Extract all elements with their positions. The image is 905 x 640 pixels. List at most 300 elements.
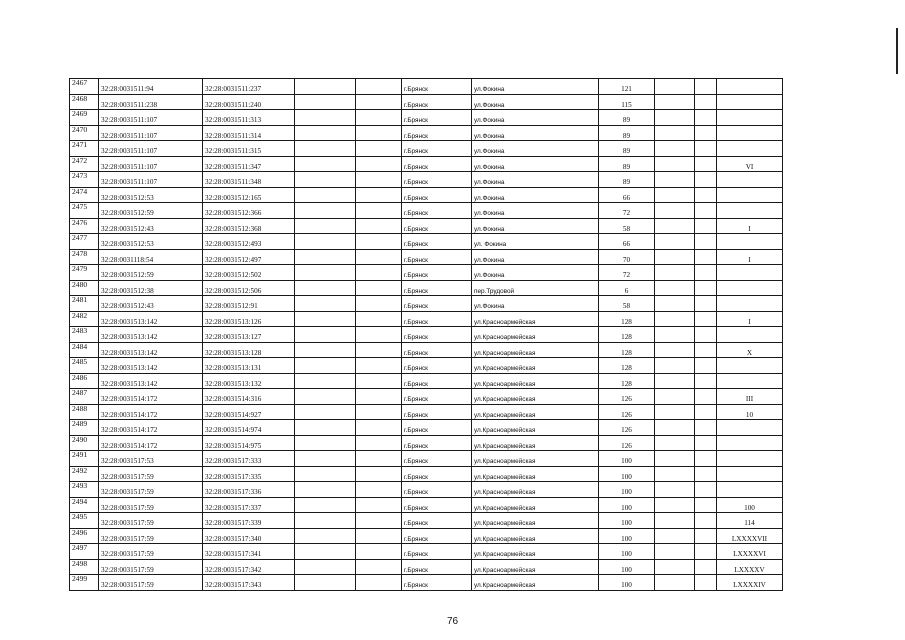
street-cell: ул.Фокина	[472, 218, 599, 234]
empty-cell	[655, 265, 695, 281]
row-number: 2494	[70, 497, 99, 513]
empty-cell	[695, 373, 717, 389]
cadastral-number-parcel: 32:28:0031512:59	[99, 203, 203, 219]
house-number-cell: 89	[599, 156, 655, 172]
premise-number-cell	[717, 420, 783, 436]
empty-cell	[695, 172, 717, 188]
cadastral-number-parcel: 32:28:0031517:59	[99, 482, 203, 498]
empty-cell	[655, 466, 695, 482]
empty-cell	[356, 156, 402, 172]
premise-number-cell: LXXXXV	[717, 559, 783, 575]
city-cell: г.Брянск	[402, 513, 472, 529]
cadastral-number-object: 32:28:0031512:91	[203, 296, 295, 312]
premise-number-cell: I	[717, 218, 783, 234]
empty-cell	[695, 482, 717, 498]
street-cell: ул.Фокина	[472, 296, 599, 312]
cadastral-number-object: 32:28:0031514:316	[203, 389, 295, 405]
city-cell: г.Брянск	[402, 404, 472, 420]
table-row	[70, 327, 783, 343]
house-number-cell: 100	[599, 559, 655, 575]
street-cell: ул.Красноармейская	[472, 559, 599, 575]
premise-number-cell: LXXXXVI	[717, 544, 783, 560]
premise-number-cell: LXXXXIV	[717, 575, 783, 591]
house-number-cell: 58	[599, 296, 655, 312]
cadastral-number-parcel: 32:28:0031513:142	[99, 311, 203, 327]
premise-number-cell: 100	[717, 497, 783, 513]
table-row	[70, 358, 783, 374]
empty-cell	[655, 404, 695, 420]
cadastral-number-object: 32:28:0031514:974	[203, 420, 295, 436]
street-cell: ул.Красноармейская	[472, 482, 599, 498]
empty-cell	[356, 528, 402, 544]
table-row	[70, 420, 783, 436]
cadastral-number-object: 32:28:0031511:240	[203, 94, 295, 110]
city-cell: г.Брянск	[402, 172, 472, 188]
cadastral-number-parcel: 32:28:0031512:59	[99, 265, 203, 281]
cadastral-number-object: 32:28:0031512:493	[203, 234, 295, 250]
empty-cell	[655, 513, 695, 529]
empty-cell	[655, 218, 695, 234]
cadastral-number-object: 32:28:0031512:497	[203, 249, 295, 265]
empty-cell	[655, 327, 695, 343]
empty-cell	[655, 420, 695, 436]
city-cell: г.Брянск	[402, 187, 472, 203]
city-cell: г.Брянск	[402, 559, 472, 575]
cadastral-number-object: 32:28:0031517:340	[203, 528, 295, 544]
row-number: 2480	[70, 280, 99, 296]
city-cell: г.Брянск	[402, 79, 472, 95]
empty-cell	[695, 544, 717, 560]
empty-cell	[356, 311, 402, 327]
street-cell: ул.Фокина	[472, 156, 599, 172]
row-number: 2481	[70, 296, 99, 312]
empty-cell	[655, 358, 695, 374]
street-cell: ул.Красноармейская	[472, 358, 599, 374]
empty-cell	[655, 389, 695, 405]
city-cell: г.Брянск	[402, 451, 472, 467]
table-row	[70, 482, 783, 498]
cadastral-number-parcel: 32:28:0031512:43	[99, 218, 203, 234]
house-number-cell: 100	[599, 528, 655, 544]
cadastral-number-parcel: 32:28:0031517:59	[99, 528, 203, 544]
city-cell: г.Брянск	[402, 265, 472, 281]
cadastral-number-parcel: 32:28:0031514:172	[99, 420, 203, 436]
empty-cell	[356, 420, 402, 436]
row-number: 2493	[70, 482, 99, 498]
street-cell: ул.Красноармейская	[472, 435, 599, 451]
cadastral-number-object: 32:28:0031513:132	[203, 373, 295, 389]
empty-cell	[655, 451, 695, 467]
house-number-cell: 126	[599, 420, 655, 436]
city-cell: г.Брянск	[402, 110, 472, 126]
table-row	[70, 187, 783, 203]
house-number-cell: 128	[599, 311, 655, 327]
cadastral-number-object: 32:28:0031513:126	[203, 311, 295, 327]
table-row	[70, 249, 783, 265]
empty-cell	[295, 544, 356, 560]
register-sheet	[69, 78, 783, 591]
empty-cell	[655, 575, 695, 591]
street-cell: ул.Красноармейская	[472, 451, 599, 467]
city-cell: г.Брянск	[402, 389, 472, 405]
house-number-cell: 128	[599, 373, 655, 389]
empty-cell	[655, 203, 695, 219]
table-row	[70, 296, 783, 312]
city-cell: г.Брянск	[402, 218, 472, 234]
table-row	[70, 156, 783, 172]
cadastral-number-parcel: 32:28:0031517:59	[99, 513, 203, 529]
city-cell: г.Брянск	[402, 203, 472, 219]
cadastral-number-parcel: 32:28:0031511:107	[99, 125, 203, 141]
empty-cell	[356, 466, 402, 482]
row-number: 2477	[70, 234, 99, 250]
city-cell: г.Брянск	[402, 327, 472, 343]
empty-cell	[356, 358, 402, 374]
row-number: 2499	[70, 575, 99, 591]
empty-cell	[655, 280, 695, 296]
empty-cell	[295, 466, 356, 482]
empty-cell	[655, 94, 695, 110]
table-row	[70, 234, 783, 250]
table-row	[70, 172, 783, 188]
empty-cell	[695, 187, 717, 203]
city-cell: г.Брянск	[402, 141, 472, 157]
cadastral-number-object: 32:28:0031513:127	[203, 327, 295, 343]
premise-number-cell	[717, 203, 783, 219]
row-number: 2483	[70, 327, 99, 343]
empty-cell	[295, 203, 356, 219]
city-cell: г.Брянск	[402, 435, 472, 451]
empty-cell	[655, 435, 695, 451]
empty-cell	[295, 373, 356, 389]
table-row	[70, 559, 783, 575]
cadastral-number-parcel: 32:28:0031513:142	[99, 342, 203, 358]
row-number: 2472	[70, 156, 99, 172]
cadastral-number-parcel: 32:28:0031512:43	[99, 296, 203, 312]
row-number: 2487	[70, 389, 99, 405]
cadastral-number-parcel: 32:28:0031517:53	[99, 451, 203, 467]
street-cell: ул.Красноармейская	[472, 575, 599, 591]
empty-cell	[655, 559, 695, 575]
cadastral-number-parcel: 32:28:0031512:53	[99, 187, 203, 203]
table-row	[70, 342, 783, 358]
empty-cell	[655, 79, 695, 95]
house-number-cell: 89	[599, 125, 655, 141]
empty-cell	[356, 451, 402, 467]
row-number: 2484	[70, 342, 99, 358]
city-cell: г.Брянск	[402, 420, 472, 436]
street-cell: ул.Красноармейская	[472, 342, 599, 358]
empty-cell	[356, 544, 402, 560]
city-cell: г.Брянск	[402, 497, 472, 513]
row-number: 2490	[70, 435, 99, 451]
city-cell: г.Брянск	[402, 249, 472, 265]
house-number-cell: 70	[599, 249, 655, 265]
house-number-cell: 66	[599, 234, 655, 250]
street-cell: ул.Фокина	[472, 125, 599, 141]
cadastral-number-object: 32:28:0031512:366	[203, 203, 295, 219]
empty-cell	[295, 327, 356, 343]
empty-cell	[655, 234, 695, 250]
cadastral-number-parcel: 32:28:0031513:142	[99, 358, 203, 374]
street-cell: ул.Красноармейская	[472, 389, 599, 405]
street-cell: ул.Фокина	[472, 141, 599, 157]
empty-cell	[295, 497, 356, 513]
table-row	[70, 528, 783, 544]
empty-cell	[356, 435, 402, 451]
premise-number-cell	[717, 296, 783, 312]
empty-cell	[655, 544, 695, 560]
house-number-cell: 100	[599, 513, 655, 529]
premise-number-cell	[717, 172, 783, 188]
empty-cell	[356, 513, 402, 529]
row-number: 2482	[70, 311, 99, 327]
empty-cell	[295, 218, 356, 234]
cadastral-number-parcel: 32:28:0031511:107	[99, 156, 203, 172]
street-cell: пер.Трудовой	[472, 280, 599, 296]
table-row	[70, 466, 783, 482]
row-number: 2471	[70, 141, 99, 157]
empty-cell	[356, 559, 402, 575]
street-cell: ул.Красноармейская	[472, 544, 599, 560]
premise-number-cell	[717, 141, 783, 157]
premise-number-cell	[717, 187, 783, 203]
cadastral-number-parcel: 32:28:0031514:172	[99, 389, 203, 405]
house-number-cell: 100	[599, 575, 655, 591]
empty-cell	[655, 141, 695, 157]
city-cell: г.Брянск	[402, 234, 472, 250]
empty-cell	[655, 311, 695, 327]
empty-cell	[356, 249, 402, 265]
empty-cell	[655, 373, 695, 389]
street-cell: ул.Фокина	[472, 94, 599, 110]
empty-cell	[356, 110, 402, 126]
premise-number-cell	[717, 435, 783, 451]
cadastral-number-object: 32:28:0031512:368	[203, 218, 295, 234]
house-number-cell: 128	[599, 342, 655, 358]
row-number: 2497	[70, 544, 99, 560]
premise-number-cell: LXXXXVII	[717, 528, 783, 544]
empty-cell	[695, 420, 717, 436]
empty-cell	[695, 249, 717, 265]
cadastral-number-parcel: 32:28:0031517:59	[99, 497, 203, 513]
empty-cell	[695, 234, 717, 250]
cadastral-number-object: 32:28:0031517:341	[203, 544, 295, 560]
empty-cell	[295, 559, 356, 575]
street-cell: ул.Красноармейская	[472, 404, 599, 420]
empty-cell	[295, 172, 356, 188]
cadastral-number-parcel: 32:28:0031514:172	[99, 404, 203, 420]
cadastral-number-object: 32:28:0031517:339	[203, 513, 295, 529]
premise-number-cell: I	[717, 249, 783, 265]
empty-cell	[295, 187, 356, 203]
cadastral-number-parcel: 32:28:0031511:94	[99, 79, 203, 95]
empty-cell	[655, 342, 695, 358]
row-number: 2496	[70, 528, 99, 544]
empty-cell	[356, 265, 402, 281]
street-cell: ул.Красноармейская	[472, 373, 599, 389]
premise-number-cell	[717, 125, 783, 141]
cadastral-number-object: 32:28:0031511:348	[203, 172, 295, 188]
row-number: 2468	[70, 94, 99, 110]
table-row	[70, 575, 783, 591]
premise-number-cell: I	[717, 311, 783, 327]
empty-cell	[356, 125, 402, 141]
cadastral-number-parcel: 32:28:0031511:107	[99, 110, 203, 126]
page-number: 76	[446, 616, 459, 627]
empty-cell	[356, 296, 402, 312]
empty-cell	[295, 482, 356, 498]
cadastral-number-parcel: 32:28:0031517:59	[99, 466, 203, 482]
cadastral-number-object: 32:28:0031511:347	[203, 156, 295, 172]
empty-cell	[295, 94, 356, 110]
table-row	[70, 451, 783, 467]
empty-cell	[695, 125, 717, 141]
empty-cell	[356, 187, 402, 203]
empty-cell	[695, 389, 717, 405]
cadastral-number-object: 32:28:0031512:165	[203, 187, 295, 203]
street-cell: ул.Фокина	[472, 203, 599, 219]
empty-cell	[295, 110, 356, 126]
empty-cell	[295, 451, 356, 467]
row-number: 2476	[70, 218, 99, 234]
premise-number-cell	[717, 94, 783, 110]
house-number-cell: 100	[599, 544, 655, 560]
empty-cell	[295, 575, 356, 591]
city-cell: г.Брянск	[402, 156, 472, 172]
street-cell: ул.Фокина	[472, 249, 599, 265]
empty-cell	[295, 513, 356, 529]
cadastral-number-object: 32:28:0031517:342	[203, 559, 295, 575]
table-row	[70, 280, 783, 296]
empty-cell	[655, 528, 695, 544]
house-number-cell: 72	[599, 203, 655, 219]
empty-cell	[695, 575, 717, 591]
house-number-cell: 89	[599, 172, 655, 188]
empty-cell	[356, 94, 402, 110]
house-number-cell: 72	[599, 265, 655, 281]
table-row	[70, 265, 783, 281]
house-number-cell: 100	[599, 451, 655, 467]
cadastral-number-parcel: 32:28:0031517:59	[99, 559, 203, 575]
empty-cell	[356, 172, 402, 188]
empty-cell	[295, 311, 356, 327]
cadastral-number-parcel: 32:28:0031513:142	[99, 373, 203, 389]
cadastral-number-parcel: 32:28:0031517:59	[99, 575, 203, 591]
house-number-cell: 128	[599, 358, 655, 374]
table-row	[70, 110, 783, 126]
cadastral-number-parcel: 32:28:0031512:53	[99, 234, 203, 250]
table-row	[70, 435, 783, 451]
empty-cell	[295, 280, 356, 296]
premise-number-cell: 114	[717, 513, 783, 529]
house-number-cell: 126	[599, 389, 655, 405]
cadastral-number-parcel: 32:28:0031514:172	[99, 435, 203, 451]
premise-number-cell	[717, 358, 783, 374]
row-number: 2473	[70, 172, 99, 188]
house-number-cell: 126	[599, 435, 655, 451]
city-cell: г.Брянск	[402, 125, 472, 141]
empty-cell	[295, 435, 356, 451]
empty-cell	[356, 342, 402, 358]
cadastral-number-object: 32:28:0031517:335	[203, 466, 295, 482]
city-cell: г.Брянск	[402, 575, 472, 591]
empty-cell	[695, 528, 717, 544]
street-cell: ул.Красноармейская	[472, 497, 599, 513]
row-number: 2478	[70, 249, 99, 265]
premise-number-cell	[717, 110, 783, 126]
empty-cell	[356, 218, 402, 234]
premise-number-cell	[717, 466, 783, 482]
empty-cell	[356, 141, 402, 157]
empty-cell	[695, 280, 717, 296]
empty-cell	[295, 528, 356, 544]
row-number: 2489	[70, 420, 99, 436]
street-cell: ул.Фокина	[472, 110, 599, 126]
table-row	[70, 373, 783, 389]
city-cell: г.Брянск	[402, 280, 472, 296]
empty-cell	[356, 79, 402, 95]
empty-cell	[356, 404, 402, 420]
house-number-cell: 100	[599, 482, 655, 498]
house-number-cell: 66	[599, 187, 655, 203]
house-number-cell: 128	[599, 327, 655, 343]
row-number: 2479	[70, 265, 99, 281]
cadastral-number-object: 32:28:0031511:313	[203, 110, 295, 126]
empty-cell	[295, 389, 356, 405]
cadastral-number-parcel: 32:28:0031118:54	[99, 249, 203, 265]
empty-cell	[695, 296, 717, 312]
empty-cell	[356, 373, 402, 389]
empty-cell	[356, 203, 402, 219]
cadastral-number-object: 32:28:0031514:927	[203, 404, 295, 420]
street-cell: ул.Красноармейская	[472, 327, 599, 343]
row-number: 2492	[70, 466, 99, 482]
empty-cell	[695, 358, 717, 374]
empty-cell	[356, 575, 402, 591]
premise-number-cell: VI	[717, 156, 783, 172]
premise-number-cell	[717, 280, 783, 296]
street-cell: ул. Фокина	[472, 234, 599, 250]
city-cell: г.Брянск	[402, 544, 472, 560]
city-cell: г.Брянск	[402, 94, 472, 110]
table-row	[70, 218, 783, 234]
row-number: 2469	[70, 110, 99, 126]
empty-cell	[695, 327, 717, 343]
premise-number-cell	[717, 79, 783, 95]
premise-number-cell	[717, 234, 783, 250]
street-cell: ул.Красноармейская	[472, 466, 599, 482]
empty-cell	[295, 265, 356, 281]
empty-cell	[695, 451, 717, 467]
street-cell: ул.Красноармейская	[472, 513, 599, 529]
premise-number-cell	[717, 373, 783, 389]
cadastral-number-object: 32:28:0031511:314	[203, 125, 295, 141]
cadastral-number-object: 32:28:0031514:975	[203, 435, 295, 451]
street-cell: ул.Фокина	[472, 187, 599, 203]
house-number-cell: 126	[599, 404, 655, 420]
house-number-cell: 89	[599, 110, 655, 126]
row-number: 2491	[70, 451, 99, 467]
empty-cell	[695, 435, 717, 451]
empty-cell	[695, 94, 717, 110]
street-cell: ул.Красноармейская	[472, 528, 599, 544]
table-row	[70, 544, 783, 560]
scan-edge-mark	[896, 28, 898, 74]
premise-number-cell	[717, 482, 783, 498]
empty-cell	[356, 389, 402, 405]
house-number-cell: 115	[599, 94, 655, 110]
